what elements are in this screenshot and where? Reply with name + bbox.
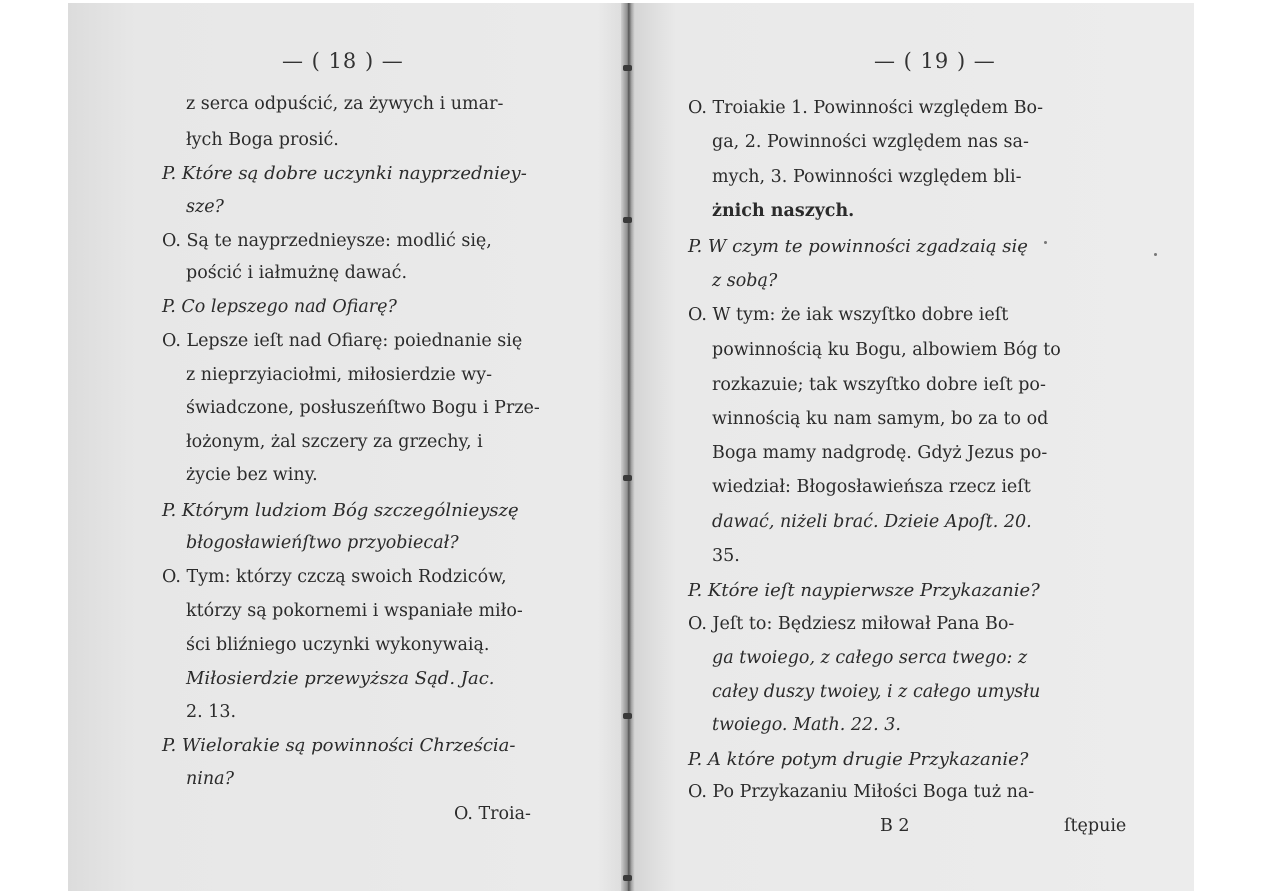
- text-line: O. Lepsze ieſt nad Ofiarę: poiednanie się: [162, 331, 523, 351]
- text-line: O. Są te nayprzednieysze: modlić się,: [162, 231, 492, 251]
- text-line-question: błogosławieńſtwo przyobiecał?: [186, 533, 459, 553]
- gutter-mark: [623, 65, 632, 71]
- paper-speck: [1044, 241, 1047, 244]
- text-line-question: P. Wielorakie są powinności Chrześcia-: [162, 735, 516, 756]
- text-line: żnich naszych.: [712, 201, 855, 221]
- text-line: powinnością ku Bogu, albowiem Bóg to: [712, 340, 1061, 360]
- text-line: O. Tym: którzy czczą swoich Rodziców,: [162, 567, 507, 587]
- text-line: ści bliźniego uczynki wykonywaią.: [186, 635, 490, 655]
- catchword: O. Troia-: [454, 804, 531, 824]
- text-line: ga, 2. Powinności względem nas sa-: [712, 132, 1029, 152]
- paper-speck: [1154, 253, 1157, 256]
- text-line-quote: twoiego. Math. 22. 3.: [712, 715, 901, 735]
- text-line-quote: Miłosierdzie przewyższa Sąd. Jac.: [186, 668, 495, 689]
- book-scan: [68, 3, 1194, 891]
- right-page: [634, 3, 1194, 891]
- text-line-question: z sobą?: [712, 271, 778, 291]
- text-line-question: P. Które ieſt naypierwsze Przykazanie?: [688, 580, 1040, 601]
- text-line: 2. 13.: [186, 702, 237, 722]
- text-line: łożonym, żal szczery za grzechy, i: [186, 432, 483, 452]
- text-line: winnością ku nam samym, bo za to od: [712, 409, 1049, 429]
- text-line: 35.: [712, 546, 740, 566]
- page-number-header: — ( 18 ) —: [282, 49, 404, 73]
- gutter-mark: [623, 875, 632, 881]
- text-line-question: P. A które potym drugie Przykazanie?: [688, 749, 1029, 770]
- text-line-question: sze?: [186, 197, 224, 217]
- book-gutter: [621, 3, 635, 891]
- text-line: O. W tym: że iak wszyſtko dobre ieſt: [688, 305, 1009, 325]
- text-line: świadczone, posłuszeńſtwo Bogu i Prze-: [186, 398, 540, 418]
- text-line: życie bez winy.: [186, 465, 318, 485]
- gutter-mark: [623, 713, 632, 719]
- text-line-question: nina?: [186, 769, 234, 789]
- catchword: ſtępuie: [1064, 816, 1127, 836]
- signature-mark: B 2: [880, 816, 910, 836]
- text-line-question: P. Które są dobre uczynki nayprzedniey-: [162, 163, 527, 184]
- gutter-mark: [623, 475, 632, 481]
- text-line-question: P. Którym ludziom Bóg szczególnieyszę: [162, 500, 519, 521]
- text-line: O. Troiakie 1. Powinności względem Bo-: [688, 98, 1044, 118]
- text-line: Boga mamy nadgrodę. Gdyż Jezus po-: [712, 443, 1048, 463]
- text-line-quote: ga twoiego, z całego serca twego: z: [712, 648, 1028, 668]
- text-line: wiedział: Błogosławieńsza rzecz ieſt: [712, 477, 1031, 497]
- text-line-quote: dawać, niżeli brać. Dzieie Apoſt. 20.: [712, 512, 1032, 532]
- text-line: O. Po Przykazaniu Miłości Boga tuż na-: [688, 782, 1035, 802]
- text-line-quote: całey duszy twoiey, i z całego umysłu: [712, 682, 1041, 702]
- text-line: rozkazuie; tak wszyſtko dobre ieſt po-: [712, 375, 1046, 395]
- text-line: którzy są pokornemi i wspaniałe miło-: [186, 601, 523, 621]
- text-line: O. Jeſt to: Będziesz miłował Pana Bo-: [688, 614, 1015, 634]
- text-line: z nieprzyiaciołmi, miłosierdzie wy-: [186, 365, 493, 385]
- text-line-question: P. W czym te powinności zgadzaią się: [688, 236, 1028, 257]
- page-number-header: — ( 19 ) —: [874, 49, 996, 73]
- text-line: łych Boga prosić.: [186, 130, 339, 150]
- text-line-question: P. Co lepszego nad Ofiarę?: [162, 297, 397, 317]
- text-line: pościć i iałmużnę dawać.: [186, 263, 408, 283]
- text-line: mych, 3. Powinności względem bli-: [712, 167, 1022, 187]
- left-page: [68, 3, 626, 891]
- text-line: z serca odpuścić, za żywych i umar-: [186, 94, 504, 114]
- gutter-mark: [623, 217, 632, 223]
